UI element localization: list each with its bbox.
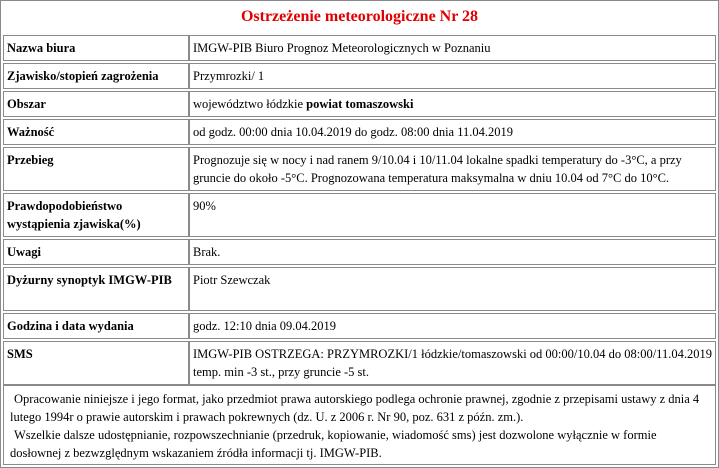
row-label: Zjawisko/stopień zagrożenia [3,63,189,89]
table-row-validity [3,119,716,145]
row-value: Piotr Szewczak [189,267,716,311]
area-region: województwo łódzkie [193,97,307,111]
table-row-forecaster [3,267,716,311]
row-value: IMGW-PIB OSTRZEGA: PRZYMROZKI/1 łódzkie/tomaszowski od 00:00/10.04 do 08:00/11.04.2019 temp. min -3 st., przy gruncie -5 st. [189,341,716,385]
table-row-phenomenon [3,63,716,89]
area-county: powiat tomaszowski [306,97,414,111]
row-label: Uwagi [3,239,189,265]
table-row-sms [3,341,716,385]
row-label: Ważność [3,119,189,145]
table-row-area [3,91,716,117]
table-row-office [3,35,716,61]
row-value: IMGW-PIB Biuro Prognoz Meteorologicznych w Poznaniu [189,35,716,61]
copyright-paragraph: Opracowanie niniejsze i jego format, jako przedmiot prawa autorskiego podlega ochronie prawnej, zgodnie z przepisami ustawy z dnia 4 lutego 1994r o prawie autorskim i prawach pokrewnych (dz. U. z 2006 r. Nr 90, poz. 631 z późn. zm.). [10,392,700,424]
document-title: Ostrzeżenie meteorologiczne Nr 28 [240,8,479,25]
row-label: Obszar [3,91,189,117]
row-label: Przebieg [3,147,189,191]
row-label: Dyżurny synoptyk IMGW-PIB [3,267,189,311]
warning-details-table [3,33,716,387]
row-label: Nazwa biura [3,35,189,61]
row-value: 90% [189,193,716,237]
row-value: godz. 12:10 dnia 09.04.2019 [189,313,716,339]
row-value [189,91,716,117]
row-value: od godz. 00:00 dnia 10.04.2019 do godz. 08:00 dnia 11.04.2019 [189,119,716,145]
table-row-remarks [3,239,716,265]
row-value: Prognozuje się w nocy i nad ranem 9/10.04 i 10/11.04 lokalne spadki temperatury do -3°C, a przy gruncie do około -5°C. Prognozowana temperatura maksymalna w dniu 10.04 od 7°C do 10°C. [189,147,716,191]
distribution-paragraph: Wszelkie dalsze udostępnianie, rozpowszechnianie (przedruk, kopiowanie, wiadomość sms) jest dozwolone wyłącznie w formie dosłownej z bezwzględnym wskazaniem źródła informacji tj. IMGW-PIB. [10,428,657,460]
copyright-notice [3,385,716,465]
row-label: Prawdopodobieństwo wystąpienia zjawiska(%) [3,193,189,237]
row-value: Brak. [189,239,716,265]
table-row-course [3,147,716,191]
table-row-probability [3,193,716,237]
row-value: Przymrozki/ 1 [189,63,716,89]
row-label: SMS [3,341,189,385]
table-row-issued [3,313,716,339]
row-label: Godzina i data wydania [3,313,189,339]
